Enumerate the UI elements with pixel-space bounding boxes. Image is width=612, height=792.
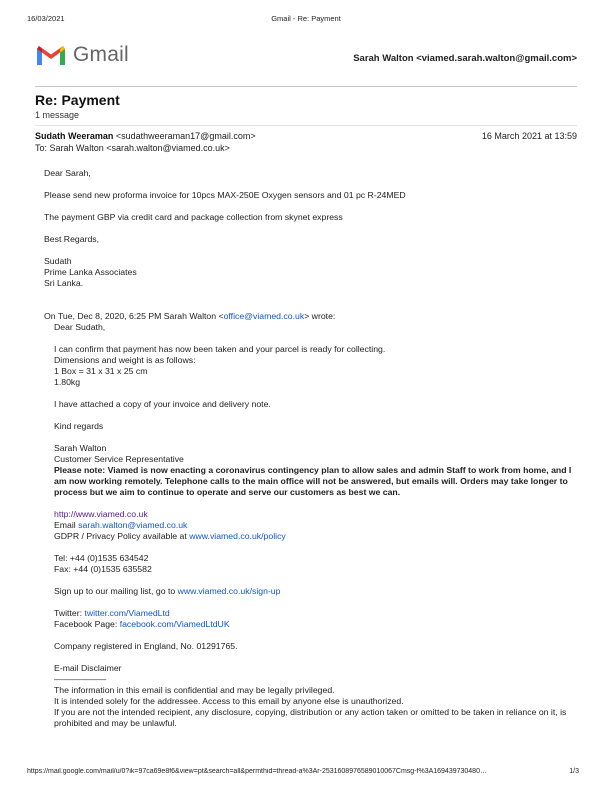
- mailing-link[interactable]: www.viamed.co.uk/sign-up: [177, 586, 281, 596]
- account-label: Sarah Walton <viamed.sarah.walton@gmail.com>: [353, 53, 577, 64]
- message-date: 16 March 2021 at 13:59: [481, 131, 577, 141]
- print-url: https://mail.google.com/mail/u/0?ik=97ca69e8f6&view=pt&search=all&permthid=thread-a%3Ar-2531608976589010067Cmsg-f%3A169439730480…: [27, 768, 487, 775]
- facebook-link[interactable]: facebook.com/ViamedLtdUK: [119, 619, 230, 629]
- quote-intro-suffix: > wrote:: [304, 311, 336, 321]
- gmail-logo: [35, 43, 129, 67]
- greeting: Dear Sarah,: [44, 168, 91, 178]
- phone-block: [54, 553, 574, 575]
- quote-paragraph: [54, 344, 574, 388]
- quote-greeting: Dear Sudath,: [54, 322, 106, 332]
- tel-line: Tel: +44 (0)1535 634542: [54, 553, 149, 563]
- disclaimer-line: The information in this email is confidential and may be legally privileged.: [54, 685, 335, 695]
- body-line: The payment GBP via credit card and package collection from skynet express: [44, 212, 343, 222]
- sender-email: <sudathweeraman17@gmail.com>: [115, 131, 256, 141]
- page-number: 1/3: [569, 768, 579, 775]
- message-body: [44, 168, 574, 729]
- quote-line: 1.80kg: [54, 377, 81, 387]
- fax-line: Fax: +44 (0)1535 635582: [54, 564, 152, 574]
- body-line: Please send new proforma invoice for 10pcs MAX-250E Oxygen sensors and 01 pc R-24MED: [44, 190, 406, 200]
- header-divider: [35, 86, 577, 87]
- gmail-logo-icon: [35, 43, 67, 67]
- signature-line: Sri Lanka.: [44, 278, 84, 288]
- regards: Best Regards,: [44, 234, 100, 244]
- disclaimer-rule: ——————: [54, 674, 107, 684]
- covid-notice: Please note: Viamed is now enacting a coronavirus contingency plan to allow sales and admin Staff to work from home, and I am now working remotely. Telephone calls to the main office will not be answered, but emails will. Orders may take longer to process but we aim to continue to operate and serve our customers as best we can.: [54, 465, 572, 497]
- email-label: Email: [54, 520, 79, 530]
- mailing-line: [54, 586, 574, 597]
- website-link[interactable]: http://www.viamed.co.uk: [54, 509, 148, 519]
- disclaimer: [54, 663, 574, 729]
- quote-line: I have attached a copy of your invoice and delivery note.: [54, 399, 271, 409]
- gdpr-label: GDPR / Privacy Policy available at: [54, 531, 190, 541]
- quote-line: 1 Box = 31 x 31 x 25 cm: [54, 366, 148, 376]
- gmail-wordmark: Gmail: [73, 43, 129, 66]
- quote-signature-role: Customer Service Representative: [54, 454, 184, 464]
- company-registration: Company registered in England, No. 01291765.: [54, 641, 238, 651]
- social-block: [54, 608, 574, 630]
- twitter-label: Twitter:: [54, 608, 85, 618]
- signature-line: Sudath: [44, 256, 72, 266]
- disclaimer-title: E-mail Disclaimer: [54, 663, 122, 673]
- thread-subject: Re: Payment: [35, 92, 120, 108]
- quote-line: Dimensions and weight is as follows:: [54, 355, 196, 365]
- gdpr-link[interactable]: www.viamed.co.uk/policy: [189, 531, 286, 541]
- twitter-link[interactable]: twitter.com/ViamedLtd: [84, 608, 170, 618]
- quote-kind-regards: Kind regards: [54, 421, 104, 431]
- disclaimer-line: If you are not the intended recipient, any disclosure, copying, distribution or any action taken or omitted to be taken in reliance on it, is prohibited and may be unlawful.: [54, 707, 567, 728]
- email-link[interactable]: sarah.walton@viamed.co.uk: [78, 520, 188, 530]
- facebook-label: Facebook Page:: [54, 619, 120, 629]
- quote-intro-text: On Tue, Dec 8, 2020, 6:25 PM Sarah Walton <: [44, 311, 224, 321]
- quote-signature-name: Sarah Walton: [54, 443, 107, 453]
- sender-name: Sudath Weeraman: [35, 131, 114, 141]
- signature: [44, 256, 574, 289]
- quoted-message: [54, 322, 574, 729]
- recipient: To: Sarah Walton <sarah.walton@viamed.co.uk>: [35, 143, 230, 153]
- contact-links: [54, 509, 574, 542]
- quote-sender-link[interactable]: office@viamed.co.uk: [223, 311, 305, 321]
- subject-divider: [35, 125, 577, 126]
- print-date: 16/03/2021: [27, 14, 65, 23]
- quote-intro: [44, 311, 574, 322]
- sender: [35, 131, 256, 141]
- message-count: 1 message: [35, 110, 80, 120]
- mailing-label: Sign up to our mailing list, go to: [54, 586, 178, 596]
- quote-signature: [54, 443, 574, 498]
- signature-line: Prime Lanka Associates: [44, 267, 137, 277]
- disclaimer-line: It is intended solely for the addressee. Access to this email by anyone else is unauthorized.: [54, 696, 404, 706]
- print-title: Gmail - Re: Payment: [271, 14, 341, 23]
- quote-line: I can confirm that payment has now been taken and your parcel is ready for collecting.: [54, 344, 386, 354]
